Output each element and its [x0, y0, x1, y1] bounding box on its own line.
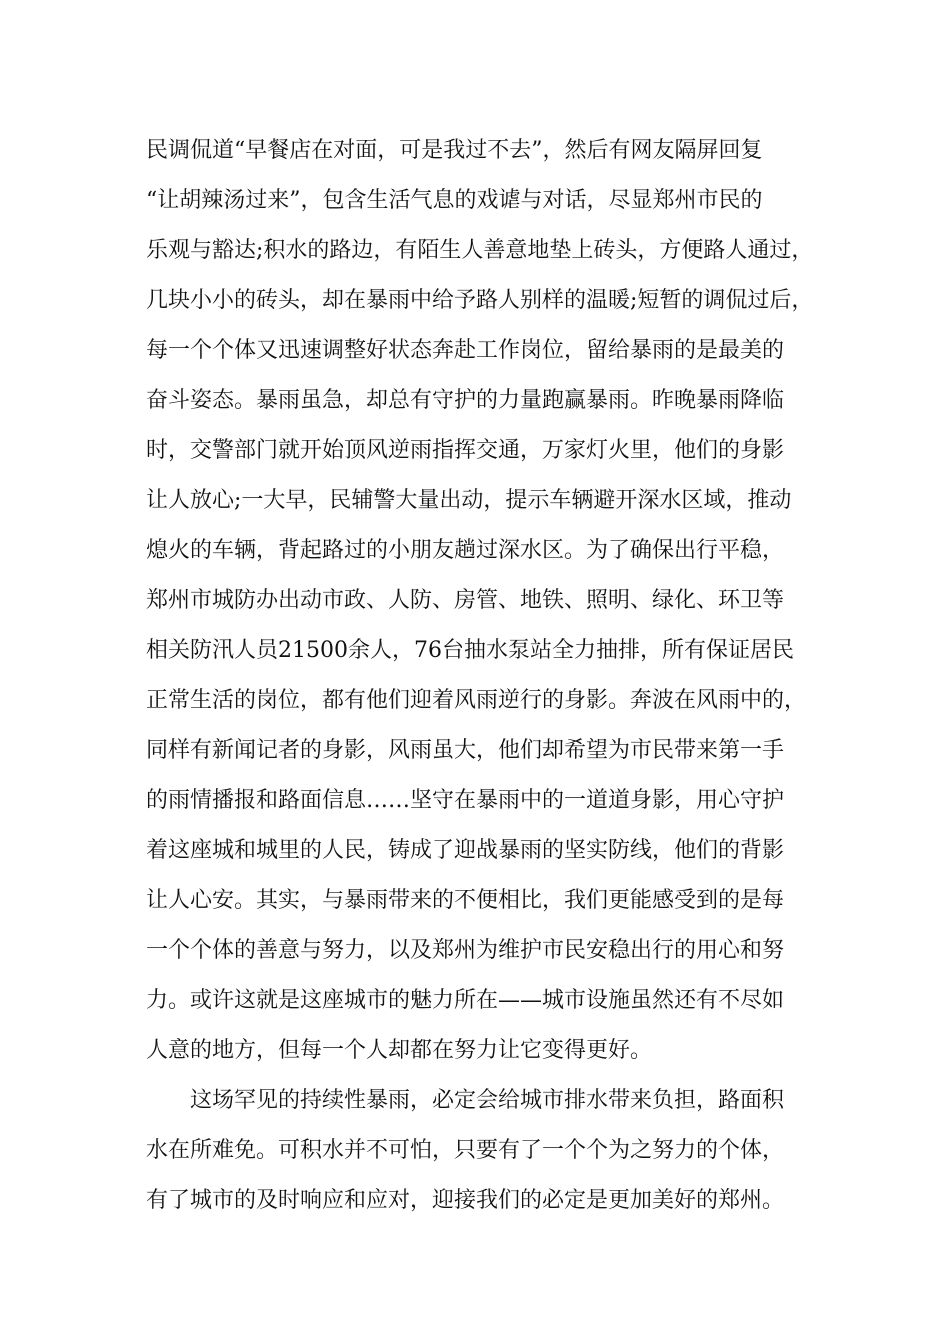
paragraph-1 — [146, 126, 836, 1076]
text-line: 正常生活的岗位，都有他们迎着风雨逆行的身影。奔波在风雨中的， — [146, 688, 807, 713]
text-line: 相关防汛人员21500余人，76台抽水泵站全力抽排，所有保证居民 — [146, 638, 794, 663]
text-line: 让人放心;一大早，民辅警大量出动，提示车辆避开深水区域，推动 — [146, 488, 792, 513]
text-line: 同样有新闻记者的身影，风雨虽大，他们却希望为市民带来第一手 — [146, 738, 785, 763]
text-line: 水在所难免。可积水并不可怕，只要有了一个个为之努力的个体， — [146, 1138, 785, 1163]
text-line: 的雨情播报和路面信息……坚守在暴雨中的一道道身影，用心守护 — [146, 788, 785, 813]
text-line: 时，交警部门就开始顶风逆雨指挥交通，万家灯火里，他们的身影 — [146, 438, 785, 463]
text-line: 力。或许这就是这座城市的魅力所在——城市设施虽然还有不尽如 — [146, 988, 785, 1013]
text-line: 让人心安。其实，与暴雨带来的不便相比，我们更能感受到的是每 — [146, 888, 785, 913]
document-body — [146, 126, 836, 1226]
text-line: 着这座城和城里的人民，铸成了迎战暴雨的坚实防线，他们的背影 — [146, 838, 785, 863]
text-line: 有了城市的及时响应和应对，迎接我们的必定是更加美好的郑州。 — [146, 1188, 785, 1213]
text-line: 几块小小的砖头，却在暴雨中给予路人别样的温暖;短暂的调侃过后， — [146, 288, 814, 313]
text-line: 奋斗姿态。暴雨虽急，却总有守护的力量跑赢暴雨。昨晚暴雨降临 — [146, 388, 785, 413]
text-line: 乐观与豁达;积水的路边，有陌生人善意地垫上砖头，方便路人通过， — [146, 238, 814, 263]
text-line: 这场罕见的持续性暴雨，必定会给城市排水带来负担，路面积 — [190, 1088, 785, 1113]
text-line: “让胡辣汤过来”，包含生活气息的戏谑与对话，尽显郑州市民的 — [146, 188, 763, 213]
paragraph-2 — [146, 1076, 836, 1226]
text-line: 民调侃道“早餐店在对面，可是我过不去”，然后有网友隔屏回复 — [146, 138, 763, 163]
text-line: 人意的地方，但每一个人却都在努力让它变得更好。 — [146, 1038, 653, 1063]
text-line: 郑州市城防办出动市政、人防、房管、地铁、照明、绿化、环卫等 — [146, 588, 785, 613]
text-line: 一个个体的善意与努力，以及郑州为维护市民安稳出行的用心和努 — [146, 938, 785, 963]
text-line: 熄火的车辆，背起路过的小朋友趟过深水区。为了确保出行平稳， — [146, 538, 785, 563]
text-line: 每一个个体又迅速调整好状态奔赴工作岗位，留给暴雨的是最美的 — [146, 338, 785, 363]
